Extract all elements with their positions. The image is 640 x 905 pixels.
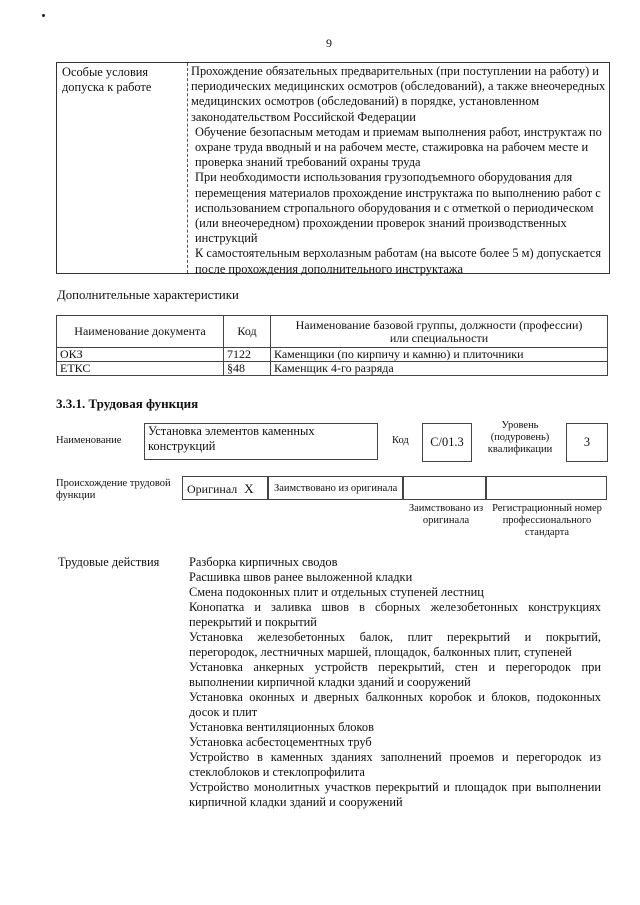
borrowed-cell: Заимствовано из оригинала (268, 476, 403, 500)
condition-item: При необходимости использования грузоподъемного оборудования для перемещения материалов прохождение инструктажа по выполнению работ с использованием стропального оборудования и с отметкой о периодическом (или внеочередном) прохождении проверок знаний производственных инструкций (195, 170, 601, 246)
list-item: Расшивка швов ранее выложенной кладки (189, 570, 413, 584)
additional-table (56, 315, 608, 376)
condition-item: К самостоятельным верхолазным работам (на высоте более 5 м) допускается после прохождения дополнительного инструктажа (195, 246, 602, 276)
page-number: 9 (326, 36, 332, 50)
original-mark: X (244, 481, 254, 496)
function-name-box: Установка элементов каменных конструкций (144, 423, 378, 460)
actions-label: Трудовые действия (58, 555, 160, 569)
list-item: Установка асбестоцементных труб (189, 735, 372, 749)
table-row (57, 362, 608, 376)
original-cell (182, 476, 268, 500)
header-name: Наименование базовой группы, должности (профессии) или специальности (271, 316, 608, 348)
under-borrowed-label: Заимствовано из оригинала (408, 503, 484, 526)
cell-code: §48 (224, 362, 271, 376)
list-item: Установка оконных и дверных балконных коробок и блоков, подоконных досок и плит (189, 690, 601, 719)
cell-name: Каменщик 4-го разряда (271, 362, 608, 376)
table-row (57, 348, 608, 362)
condition-item: Обучение безопасным методам и приемам выполнения работ, инструктаж по охране труда вводный и на рабочем месте, стажировка на рабочем месте и проверка знаний требований охраны труда (195, 124, 602, 170)
header-code: Код (224, 316, 271, 348)
borrowed-code-cell (403, 476, 486, 500)
cell-doc: ЕТКС (57, 362, 224, 376)
code-label: Код (392, 435, 409, 446)
origin-label: Происхождение трудовой функции (56, 478, 171, 501)
name-label: Наименование (56, 435, 122, 446)
list-item: Устройство монолитных участков перекрытий и площадок при выполнении кирпичной кладки зданий и сооружений (189, 780, 601, 809)
function-code-box: C/01.3 (422, 423, 472, 462)
list-item: Установка вентиляционных блоков (189, 720, 374, 734)
cell-name: Каменщики (по кирпичу и камню) и плиточники (271, 348, 608, 362)
conditions-label-cell (57, 63, 188, 273)
scan-speck (42, 14, 45, 17)
list-item: Устройство в каменных зданиях заполнений проемов и перегородок из стеклоблоков и стеклопрофилита (189, 750, 601, 779)
list-item: Смена подоконных плит и отдельных ступеней лестниц (189, 585, 484, 599)
original-label: Оригинал (187, 482, 238, 496)
reg-number-cell (486, 476, 607, 500)
section-heading: 3.3.1. Трудовая функция (56, 396, 199, 411)
table-header-row (57, 316, 608, 348)
conditions-content-cell (188, 63, 609, 277)
list-item: Установка железобетонных балок, плит перекрытий и покрытий, перегородок, лестничных маршей, площадок, балконных плит, ступеней (189, 630, 601, 659)
level-box: 3 (566, 423, 608, 462)
cell-code: 7122 (224, 348, 271, 362)
list-item: Конопатка и заливка швов в сборных железобетонных конструкциях перекрытий и покрытий (189, 600, 601, 629)
under-reg-label: Регистрационный номер профессионального стандарта (492, 503, 602, 538)
header-doc: Наименование документа (57, 316, 224, 348)
cell-doc: ОКЗ (57, 348, 224, 362)
conditions-table (56, 62, 610, 274)
list-item: Разборка кирпичных сводов (189, 555, 338, 569)
list-item: Установка анкерных устройств перекрытий, стен и перегородок при выполнении кирпичной кладки зданий и сооружений (189, 660, 601, 689)
actions-list (189, 555, 601, 810)
conditions-label: Особые условия допуска к работе (62, 65, 152, 94)
level-label: Уровень (подуровень) квалификации (487, 420, 553, 455)
condition-item: Прохождение обязательных предварительных (при поступлении на работу) и периодических медицинских осмотров (обследований), а также внеочередных медицинских осмотров (обследований) в порядке, установленном законодательством Российской Федерации (191, 64, 606, 124)
additional-title: Дополнительные характеристики (57, 288, 239, 302)
